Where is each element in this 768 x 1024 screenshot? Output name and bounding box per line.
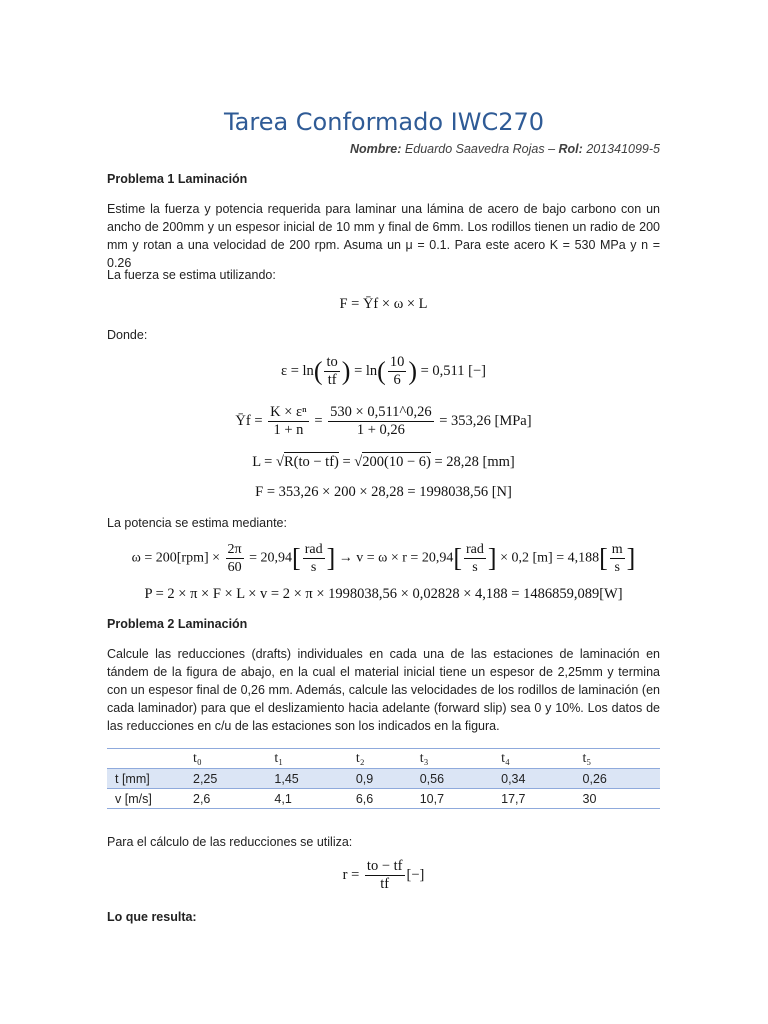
reduction-frac-num: to − tf [366,858,403,874]
strain-rhs: = 0,511 [−] [420,362,486,379]
length-rhs: = 28,28 [mm] [430,454,515,470]
author-separator: – [548,142,556,156]
table-cell: 30 [579,789,660,809]
length-lhs: L = [252,454,276,470]
omega-unit-num: rad [304,542,323,557]
length-mid: = [338,454,355,470]
author-rol-label: Rol: [558,142,583,156]
flow-stress-frac-b-num: 530 × 0,511^0,26 [330,404,432,420]
strain-frac-a-num: to [326,354,338,370]
reduction-equation [107,858,660,893]
power-intro: La potencia se estima mediante: [107,516,287,530]
thickness-velocity-table [107,748,660,809]
table-cell: 2,25 [189,769,270,789]
where-label: Donde: [107,328,148,342]
strain-mid: = ln [354,362,378,379]
flow-stress-frac-b-den: 1 + 0,26 [356,422,405,438]
table-cell: 17,7 [497,789,578,809]
table-cell: 0,56 [416,769,497,789]
reduction-rhs: [−] [406,866,425,883]
omega-unit2-num: rad [466,542,484,557]
table-header-cell: t₄ [497,749,578,769]
table-cell: 0,26 [579,769,660,789]
author-name: Eduardo Saavedra Rojas [404,142,545,156]
reduction-intro: Para el cálculo de las reducciones se utiliza: [107,835,353,849]
flow-stress-frac-a-num: K × εⁿ [270,404,307,420]
force-formula: F = Ȳf × ω × L [339,296,428,312]
omega-frac-den: 60 [227,560,242,575]
omega-equation: ω = 200[rpm] × $\frac{2\pi}{60}$ = 20,94[ $\frac{\text{rad}}{s}$ ] → v = ω × r = 20,94[ $\frac{\text{rad}}{s}$ ] × 0,2 [m] = 4,188[ $\frac{m}{s}$ ] [131,542,636,575]
table-cell: 2,6 [189,789,270,809]
flow-stress-equation: Ȳf = $\frac{\text{K × εⁿ}}{1 + n}$ = $\frac{530 \times 0,511\^{}0,26}{1 + 0,26}$ = 353,26 [MPa] [235,404,532,438]
reduction-frac-den: tf [380,876,390,892]
strain-lhs: ε = ln [281,362,314,379]
table-header-cell: t₃ [416,749,497,769]
table-header-cell [107,749,189,769]
strain-equation: ε = ln( $\frac{to}{tf}$ ) = ln( $\frac{10}{6}$ ) = 0,511 [−] [281,354,486,388]
result-intro: Lo que resulta: [107,910,197,924]
table-row [107,789,660,809]
reduction-lhs: r = [342,866,363,883]
table-header-cell: t₁ [270,749,351,769]
omega-mid3: × 0,2 [m] = 4,188 [500,550,600,566]
table-header-cell: t₂ [352,749,416,769]
table-cell: 6,6 [352,789,416,809]
table-header-cell: t₅ [579,749,660,769]
length-radicand-a: R(to − tf) [283,454,339,470]
omega-unit-den: s [310,560,317,575]
problem2-statement: Calcule las reducciones (drafts) individuales en cada una de las estaciones de laminación en tándem de la figura de abajo, en la cual el material inicial tiene un espesor de 2,25mm y termina con un espesor final de 0,26 mm. Además, calcule las velocidades de los rodillos de laminación (en cada laminador) para que el deslizamiento hacia adelante (forward slip) sea 0 y 10%. Los datos de las reducciones en c/u de las estaciones son los indicados en la figura. [107,647,660,733]
table-row-label: t [mm] [107,769,189,789]
omega-mid: = 20,94 [249,550,293,566]
flow-stress-lhs: Ȳf = [235,412,263,429]
problem2-heading: Problema 2 Laminación [107,617,248,631]
omega-frac-num: 2π [227,542,242,557]
table-header-cell: t₀ [189,749,270,769]
omega-lhs: ω = 200[rpm] × [131,550,221,566]
author-line [350,142,660,156]
strain-frac-a-den: tf [327,372,337,388]
author-rol: 201341099-5 [586,142,660,156]
author-name-label: Nombre: [350,142,402,156]
force-intro: La fuerza se estima utilizando: [107,268,276,282]
strain-frac-b-den: 6 [393,372,401,388]
omega-mid2: → v = ω × r = 20,94 [338,550,454,566]
omega-unit2-den: s [472,560,478,575]
flow-stress-frac-a-den: 1 + n [273,422,304,438]
table-row [107,769,660,789]
table-cell: 1,45 [270,769,351,789]
problem1-statement: Estime la fuerza y potencia requerida para laminar una lámina de acero de bajo carbono con un ancho de 200mm y un espesor inicial de 10 mm y final de 6mm. Los rodillos tienen un radio de 200 mm y rotan a una velocidad de 200 rpm. Asuma un μ = 0.1. Para este acero K = 530 MPa y n = 0.26 [107,202,660,270]
table-row-label: v [m/s] [107,789,189,809]
power-value-equation: P = 2 × π × F × L × v = 2 × π × 1998038,56 × 0,02828 × 4,188 = 1486859,089[W] [144,586,623,602]
force-value-equation: F = 353,26 × 200 × 28,28 = 1998038,56 [N] [255,484,512,500]
flow-stress-rhs: = 353,26 [MPa] [439,412,532,429]
length-equation: L = √R(to − tf) = √200(10 − 6) = 28,28 [mm] [252,454,515,470]
velocity-unit-den: s [614,560,620,575]
table-cell: 4,1 [270,789,351,809]
table-header-row [107,749,660,769]
table-cell: 0,9 [352,769,416,789]
document-title: Tarea Conformado IWC270 [223,108,545,136]
table-cell: 0,34 [497,769,578,789]
length-radicand-b: 200(10 − 6) [362,454,431,470]
strain-frac-b-num: 10 [389,354,405,370]
problem1-heading: Problema 1 Laminación [107,172,248,186]
table-cell: 10,7 [416,789,497,809]
velocity-unit-num: m [611,542,623,557]
